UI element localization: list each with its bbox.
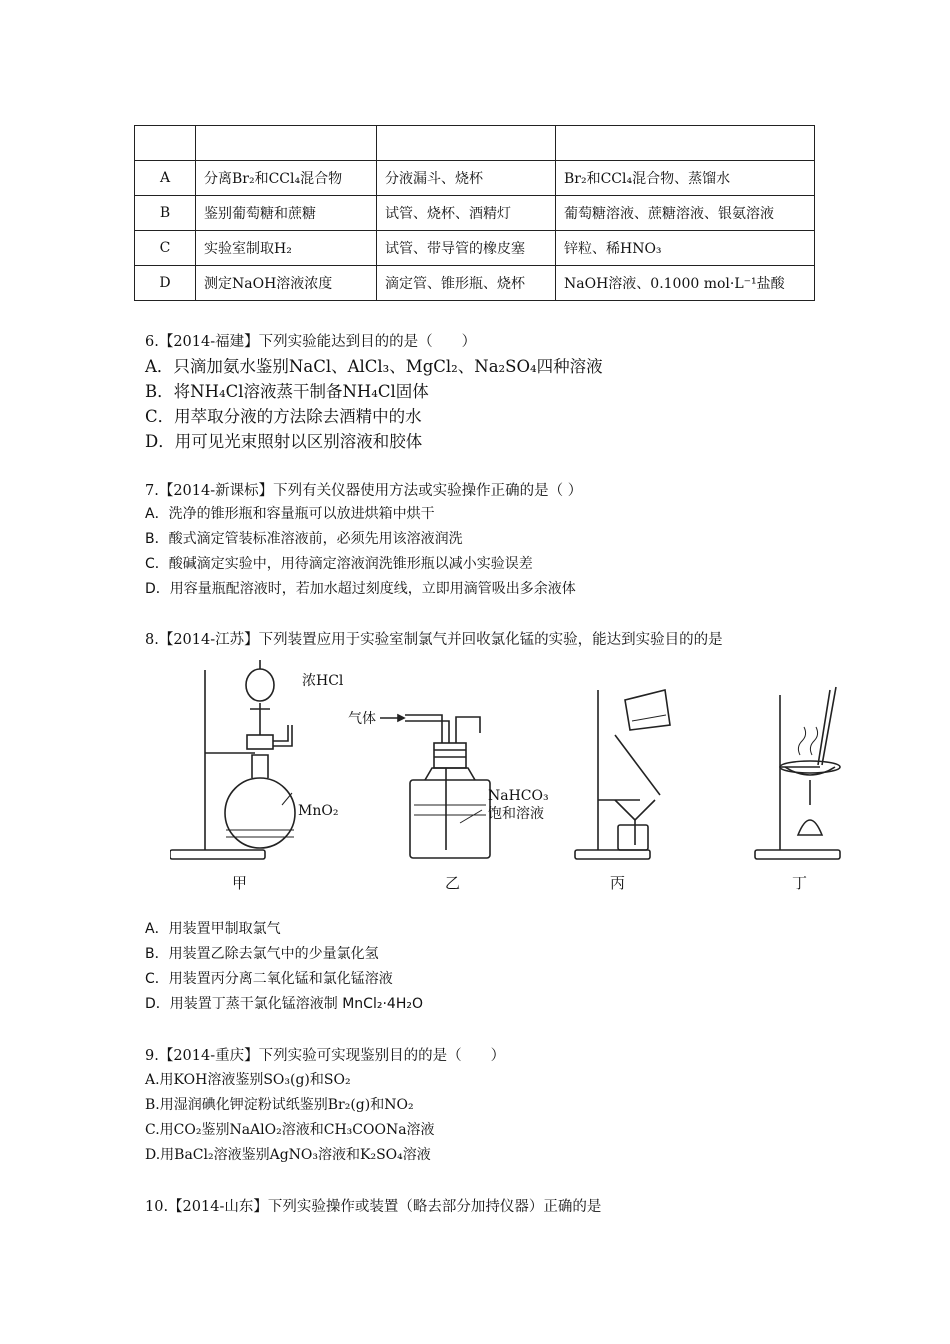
table-cell: 分液漏斗、烧杯 xyxy=(377,161,556,196)
q8-stem: 8.【2014-江苏】下列装置应用于实验室制氯气并回收氯化锰的实验，能达到实验目的的是 xyxy=(145,632,723,648)
table-cell xyxy=(196,126,377,161)
table-cell: 葡萄糖溶液、蔗糖溶液、银氨溶液 xyxy=(556,196,815,231)
table-cell: 测定NaOH溶液浓度 xyxy=(196,266,377,301)
apparatus-bing-icon xyxy=(575,690,670,859)
row-label: A xyxy=(135,161,196,196)
table-row xyxy=(135,196,815,231)
table-cell xyxy=(377,126,556,161)
apparatus-figure xyxy=(170,655,870,895)
q9-option-b: B.用湿润碘化钾淀粉试纸鉴别Br₂(g)和NO₂ xyxy=(145,1097,414,1113)
table-cell: 试管、带导管的橡皮塞 xyxy=(377,231,556,266)
table-cell: 分离Br₂和CCl₄混合物 xyxy=(196,161,377,196)
label-conc-hcl: 浓HCl xyxy=(302,673,344,689)
caption-yi: 乙 xyxy=(445,874,461,892)
q6-option-a: A．只滴加氨水鉴别NaCl、AlCl₃、MgCl₂、Na₂SO₄四种溶液 xyxy=(145,357,603,376)
table-header-row xyxy=(135,126,815,161)
label-nahco3: NaHCO₃ xyxy=(488,788,549,804)
table-cell: 锌粒、稀HNO₃ xyxy=(556,231,815,266)
q6-stem: 6.【2014-福建】下列实验能达到目的的是（ ） xyxy=(145,334,477,350)
q7-stem: 7.【2014-新课标】下列有关仪器使用方法或实验操作正确的是（ ） xyxy=(145,483,583,499)
q8-option-d: D．用装置丁蒸干氯化锰溶液制 MnCl₂·4H₂O xyxy=(145,996,423,1012)
table-cell xyxy=(556,126,815,161)
table-cell: Br₂和CCl₄混合物、蒸馏水 xyxy=(556,161,815,196)
apparatus-ding-icon xyxy=(755,687,840,859)
q10-stem: 10.【2014-山东】下列实验操作或装置（略去部分加持仪器）正确的是 xyxy=(145,1199,602,1215)
apparatus-yi-icon xyxy=(380,715,490,858)
row-label: B xyxy=(135,196,196,231)
caption-bing: 丙 xyxy=(610,874,626,892)
q9-option-c: C.用CO₂鉴别NaAlO₂溶液和CH₃COONa溶液 xyxy=(145,1122,435,1138)
q7-option-b: B．酸式滴定管装标准溶液前，必须先用该溶液润洗 xyxy=(145,531,463,547)
caption-ding: 丁 xyxy=(792,874,808,892)
q8-option-c: C．用装置丙分离二氧化锰和氯化锰溶液 xyxy=(145,971,393,987)
q9-option-d: D.用BaCl₂溶液鉴别AgNO₃溶液和K₂SO₄溶液 xyxy=(145,1147,431,1163)
label-mno2: MnO₂ xyxy=(298,803,339,819)
caption-jia: 甲 xyxy=(232,874,248,892)
table-row xyxy=(135,266,815,301)
q7-option-d: D．用容量瓶配溶液时，若加水超过刻度线，立即用滴管吸出多余液体 xyxy=(145,581,576,597)
q7-option-c: C．酸碱滴定实验中，用待滴定溶液润洗锥形瓶以减小实验误差 xyxy=(145,556,533,572)
table-row xyxy=(135,161,815,196)
q6-option-d: D．用可见光束照射以区别溶液和胶体 xyxy=(145,432,423,451)
row-label: D xyxy=(135,266,196,301)
apparatus-table xyxy=(134,125,815,301)
table-cell: 实验室制取H₂ xyxy=(196,231,377,266)
q8-option-b: B．用装置乙除去氯气中的少量氯化氢 xyxy=(145,946,379,962)
apparatus-jia-icon xyxy=(170,660,295,859)
q9-option-a: A.用KOH溶液鉴别SO₃(g)和SO₂ xyxy=(145,1072,351,1088)
table-cell: NaOH溶液、0.1000 mol·L⁻¹盐酸 xyxy=(556,266,815,301)
row-label: C xyxy=(135,231,196,266)
label-gas: 气体 xyxy=(348,711,376,727)
q9-stem: 9.【2014-重庆】下列实验可实现鉴别目的的是（ ） xyxy=(145,1048,506,1064)
q6-option-b: B．将NH₄Cl溶液蒸干制备NH₄Cl固体 xyxy=(145,382,429,401)
q8-option-a: A．用装置甲制取氯气 xyxy=(145,921,281,937)
q6-option-c: C．用萃取分液的方法除去酒精中的水 xyxy=(145,407,422,426)
table-cell: 滴定管、锥形瓶、烧杯 xyxy=(377,266,556,301)
table-cell xyxy=(135,126,196,161)
label-saturated-solution: 饱和溶液 xyxy=(488,806,544,822)
table-row xyxy=(135,231,815,266)
q7-option-a: A．洗净的锥形瓶和容量瓶可以放进烘箱中烘干 xyxy=(145,506,435,522)
table-cell: 试管、烧杯、酒精灯 xyxy=(377,196,556,231)
table-cell: 鉴别葡萄糖和蔗糖 xyxy=(196,196,377,231)
